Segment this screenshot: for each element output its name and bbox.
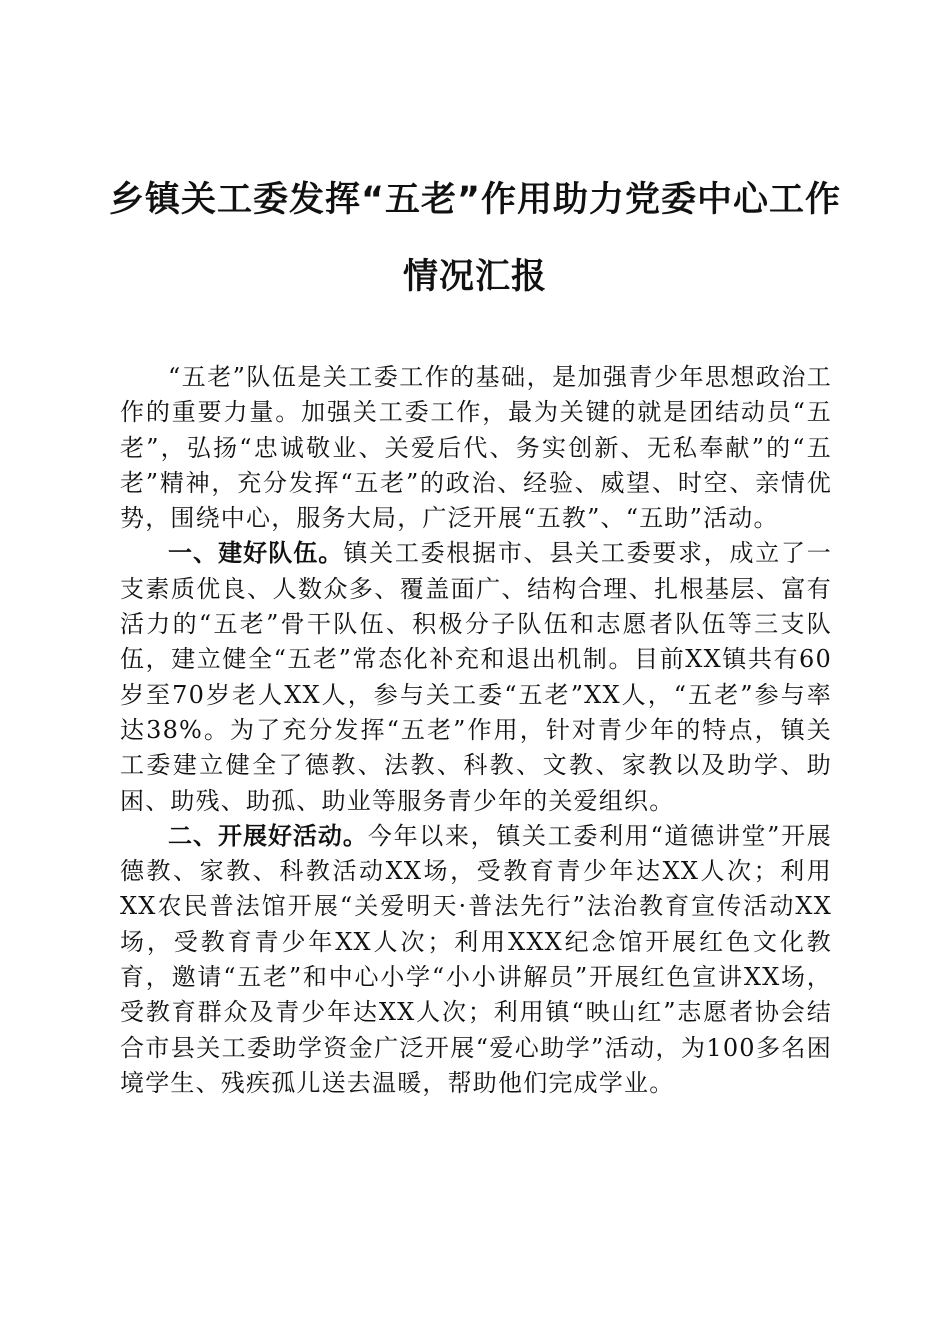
intro-paragraph [120, 360, 832, 536]
document-body [120, 360, 832, 1101]
document-title: 乡镇关工委发挥“五老”作用助力党委中心工作情况汇报 [108, 180, 841, 297]
section-paragraph-team [120, 536, 832, 818]
section-heading: 一、建好队伍。 [168, 539, 344, 568]
paragraph-text: “五老”队伍是关工委工作的基础，是加强青少年思想政治工作的重要力量。加强关工委工作，最为关键的就是团结动员“五老”，弘扬“忠诚敬业、关爱后代、务实创新、无私奉献”的“五老”精神，充分发挥“五老”的政治、经验、威望、时空、亲情优势，围绕中心，服务大局，广泛开展“五教”、“五助”活动。 [120, 363, 832, 533]
section-paragraph-activities [120, 819, 832, 1101]
section-heading: 二、开展好活动。 [168, 821, 368, 850]
paragraph-text: 今年以来，镇关工委利用“道德讲堂”开展德教、家教、科教活动XX场，受教育青少年达XX人次；利用XX农民普法馆开展“关爱明天·普法先行”法治教育宣传活动XX场，受教育青少年XX人次；利用XXX纪念馆开展红色文化教育，邀请“五老”和中心小学“小小讲解员”开展红色宣讲XX场，受教育群众及青少年达XX人次；利用镇“映山红”志愿者协会结合市县关工委助学资金广泛开展“爱心助学”活动，为100多名困境学生、残疾孤儿送去温暖，帮助他们完成学业。 [120, 821, 833, 1097]
paragraph-text: 镇关工委根据市、县关工委要求，成立了一支素质优良、人数众多、覆盖面广、结构合理、扎根基层、富有活力的“五老”骨干队伍、积极分子队伍和志愿者队伍等三支队伍，建立健全“五老”常态化补充和退出机制。目前XX镇共有60岁至70岁老人XX人，参与关工委“五老”XX人，“五老”参与率达38%。为了充分发挥“五老”作用，针对青少年的特点，镇关工委建立健全了德教、法教、科教、文教、家教以及助学、助困、助残、助孤、助业等服务青少年的关爱组织。 [120, 539, 832, 815]
